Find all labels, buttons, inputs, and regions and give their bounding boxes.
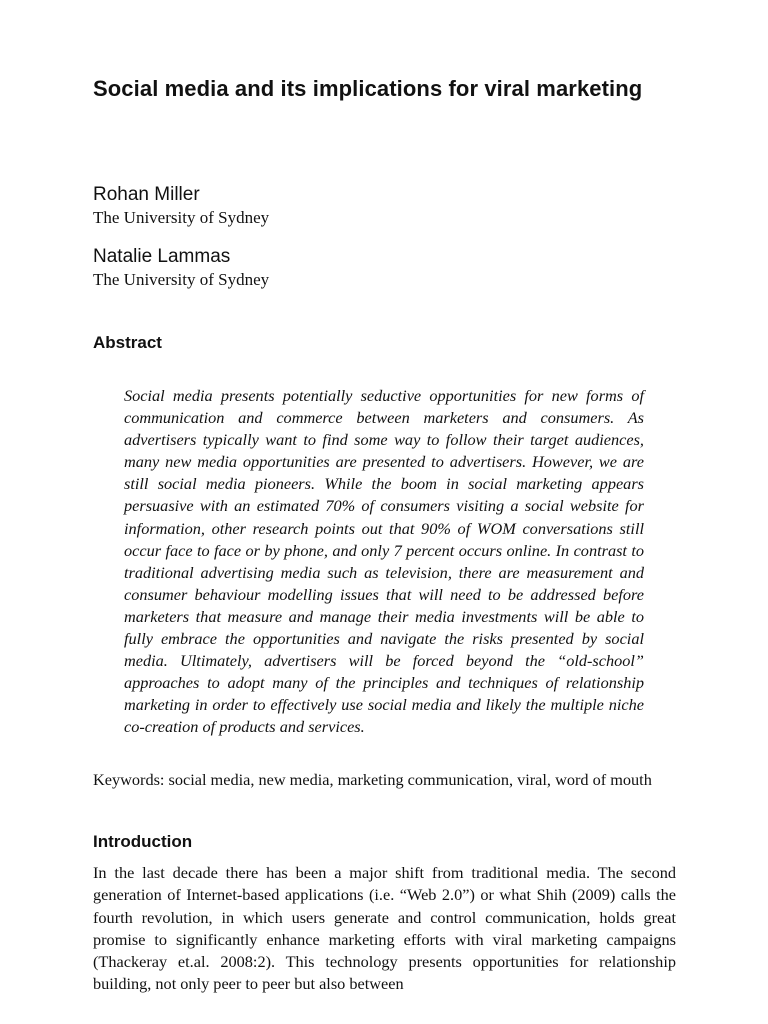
abstract-heading: Abstract — [93, 333, 162, 352]
introduction-text: In the last decade there has been a major shift from traditional media. The second generation of Internet-based applications (i.e. “Web 2.0”) or what Shih (2009) calls the fourth revolution, in which users generate and control communication, holds great promise to significantly enhance marketing efforts with viral marketing campaigns (Thackeray et.al. 2008:2). This technology presents opportunities for relationship building, not only peer to peer but also between — [93, 863, 676, 994]
keywords: Keywords: social media, new media, marketing communication, viral, word of mouth — [93, 770, 652, 789]
paper-title: Social media and its implications for viral marketing — [93, 76, 643, 101]
author-affiliation: The University of Sydney — [93, 208, 270, 227]
abstract-text: Social media presents potentially seductive opportunities for new forms of communication and commerce between marketers and consumers. As advertisers typically want to find some way to follow their target audiences, many new media opportunities are presented to advertisers. However, we are still social media pioneers. While the boom in social marketing appears persuasive with an estimated 70% of consumers visiting a social website for information, other research points out that 90% of WOM conversations still occur face to face or by phone, and only 7 percent occurs online. In contrast to traditional advertising media such as television, there are measurement and consumer behaviour modelling issues that will need to be addressed before marketers that measure and manage their media investments will be able to fully embrace the opportunities and navigate the risks presented by social media. Ultimately, advertisers will be forced beyond the “old-school” approaches to adopt many of the principles and techniques of relationship marketing in order to effectively use social media and likely the multiple niche co-creation of products and services. — [124, 386, 644, 737]
introduction-heading: Introduction — [93, 832, 193, 851]
author-name: Natalie Lammas — [93, 246, 231, 267]
author-affiliation: The University of Sydney — [93, 270, 270, 289]
author-name: Rohan Miller — [93, 184, 200, 205]
